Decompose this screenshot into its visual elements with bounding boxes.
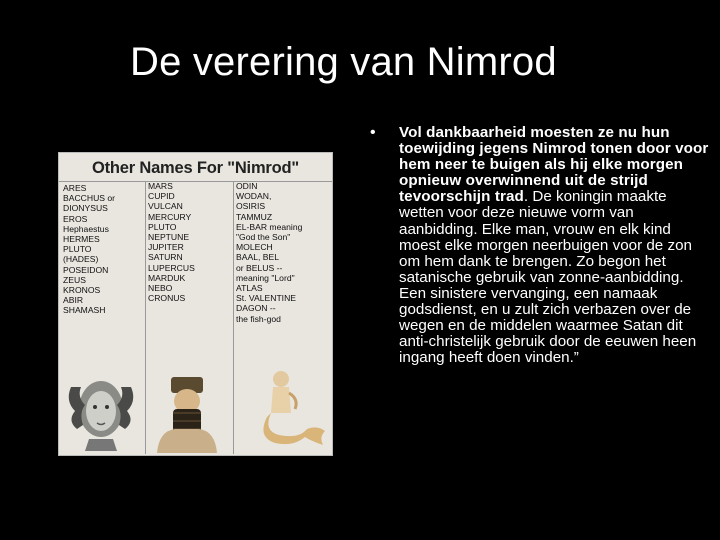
name-entry: MARDUK — [148, 272, 186, 283]
name-entry: meaning "Lord" — [236, 272, 295, 283]
name-entry: WODAN, — [236, 191, 272, 202]
name-entry: BAAL, BEL — [236, 252, 279, 263]
name-entry: "God the Son" — [236, 232, 291, 243]
name-entry: the fish-god — [236, 313, 281, 324]
name-entry: CRONUS — [148, 293, 186, 304]
name-entry: BACCHUS or — [63, 193, 116, 204]
name-entry: VULCAN — [148, 201, 183, 212]
name-entry: SATURN — [148, 252, 183, 263]
name-entry: NEBO — [148, 283, 173, 294]
name-entry: KRONOS — [63, 285, 101, 296]
name-entry: SHAMASH — [63, 305, 106, 316]
name-entry: MOLECH — [236, 242, 273, 253]
name-entry: OSIRIS — [236, 201, 266, 212]
name-entry: ODIN — [236, 181, 258, 191]
slide-title: De verering van Nimrod — [130, 40, 557, 84]
slide-body-text — [399, 125, 711, 366]
body-text-emphasis: Vol dankbaarheid moesten ze nu hun toewijding jegens Nimrod tonen door voor hem neer te buigen als hij elke morgen opnieuw overwinnend uit de strijd tevoorschijn trad — [399, 124, 709, 206]
name-entry: (HADES) — [63, 254, 99, 265]
name-entry: EROS — [63, 213, 88, 224]
name-entry: EL-BAR meaning — [236, 221, 303, 232]
name-entry: ZEUS — [63, 274, 86, 285]
name-entry: DAGON -- — [236, 303, 276, 314]
name-entry: LUPERCUS — [148, 262, 195, 273]
name-entry: St. VALENTINE — [236, 293, 297, 304]
bullet-point: • — [370, 124, 376, 141]
names-column-1 — [63, 183, 143, 316]
name-entry: DIONYSUS — [63, 203, 108, 214]
name-entry: CUPID — [148, 191, 175, 202]
fish-god-figure — [243, 365, 331, 451]
name-entry: or BELUS -- — [236, 262, 283, 273]
name-entry: HERMES — [63, 234, 100, 245]
name-entry: JUPITER — [148, 242, 184, 253]
bearded-king-figure — [147, 375, 227, 455]
name-entry: PLUTO — [148, 221, 177, 232]
nimrod-names-image — [58, 152, 333, 456]
image-heading: Other Names For "Nimrod" — [91, 158, 300, 177]
name-entry: ABIR — [63, 295, 84, 306]
statue-head-figure — [61, 365, 141, 453]
name-entry: POSEIDON — [63, 264, 109, 275]
name-entry: ATLAS — [236, 283, 263, 294]
body-text-rest: De koningin maakte wetten voor deze nieuwe vorm van aanbidding. Elke man, vrouw en elk kind moest elke morgen neerbuigen voor de zon om hem dank te brengen. Zo begon het satanische gebruik van zonne-aanbidding. Een sinistere vervanging, een namaak godsdienst, en u zult zich verbazen over de wegen en de middelen waarmee Satan dit anti-christelijk gebruik door de eeuwen heen ingang heeft doen vinden.” — [399, 188, 697, 367]
name-entry: NEPTUNE — [148, 232, 190, 243]
body-text-period: . — [523, 188, 529, 206]
name-entry: MERCURY — [148, 211, 192, 222]
name-entry: TAMMUZ — [236, 211, 273, 222]
name-entry: PLUTO — [63, 244, 92, 255]
name-entry: MARS — [148, 181, 173, 191]
name-entry: ARES — [63, 183, 87, 193]
name-entry: Hephaestus — [63, 223, 109, 234]
